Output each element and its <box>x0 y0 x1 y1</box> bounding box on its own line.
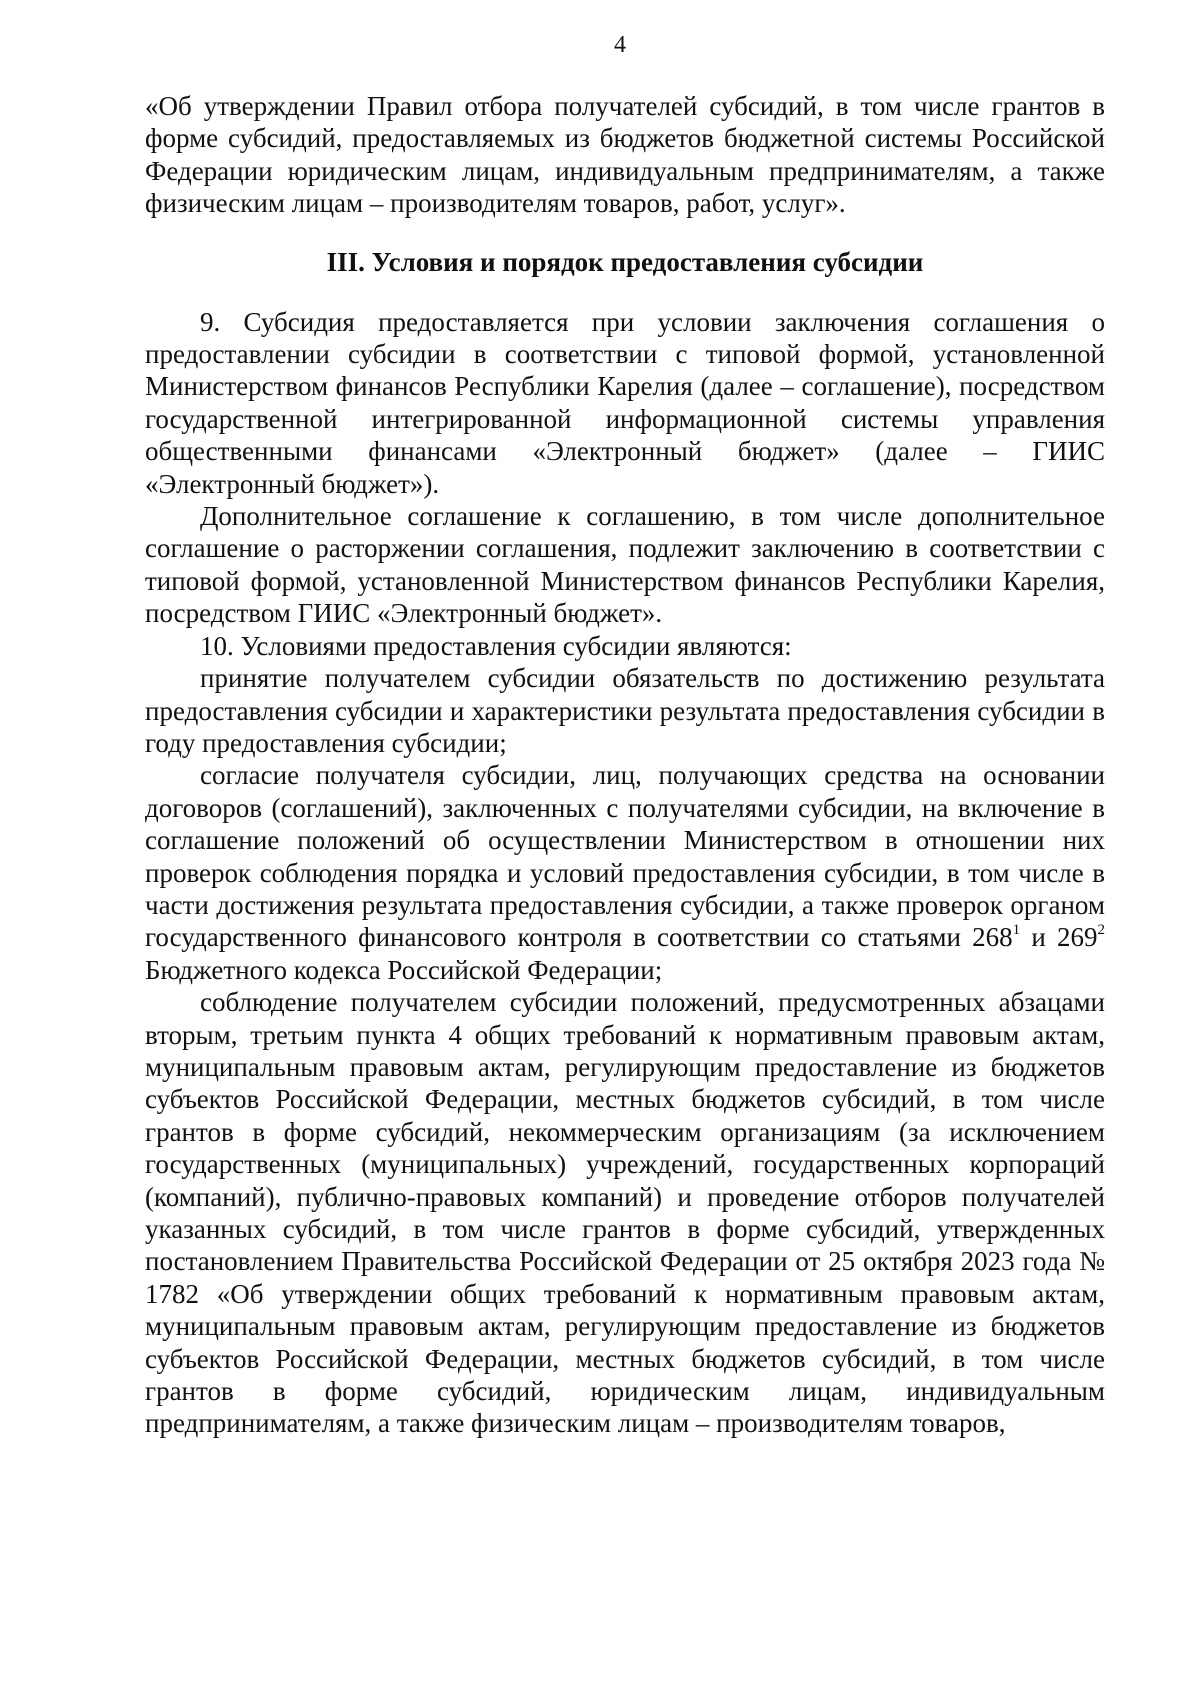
paragraph-additional-agreement: Дополнительное соглашение к соглашению, в том числе дополнительное соглашение о расторжении соглашения, подлежит заключению в соответствии с типовой формой, установленной Министерством финансов Республики Карелия, посредством ГИИС «Электронный бюджет». <box>145 501 1105 629</box>
paragraph-compliance: соблюдение получателем субсидии положений, предусмотренных абзацами вторым, третьим пункта 4 общих требований к нормативным правовым актам, муниципальным правовым актам, регулирующим предоставление из бюджетов субъектов Российской Федерации, местных бюджетов субсидий, в том числе грантов в форме субсидий, некоммерческим организациям (за исключением государственных (муниципальных) учреждений, государственных корпораций (компаний), публично-правовых компаний) и проведение отборов получателей указанных субсидий, в том числе грантов в форме субсидий, утвержденных постановлением Правительства Российской Федерации от 25 октября 2023 года № 1782 «Об утверждении общих требований к нормативным правовым актам, муниципальным правовым актам, регулирующим предоставление из бюджетов субъектов Российской Федерации, местных бюджетов субсидий, в том числе грантов в форме субсидий, юридическим лицам, индивидуальным предпринимателям, а также физическим лицам – производителям товаров, <box>145 987 1105 1439</box>
document-body <box>145 90 1105 1440</box>
paragraph-consent <box>145 759 1105 986</box>
page-number: 4 <box>614 32 626 58</box>
consent-text-part3: Бюджетного кодекса Российской Федерации; <box>145 954 663 985</box>
intro-paragraph: «Об утверждении Правил отбора получателей субсидий, в том числе грантов в форме субсидий, предоставляемых из бюджетов бюджетной системы Российской Федерации юридическим лицам, индивидуальным предпринимателям, а также физическим лицам – производителям товаров, работ, услуг». <box>145 91 1105 219</box>
paragraph-9: 9. Субсидия предоставляется при условии заключения соглашения о предоставлении субсидии в соответствии с типовой формой, установленной Министерством финансов Республики Карелия (далее – соглашение), посредством государственной интегрированной информационной системы управления общественными финансами «Электронный бюджет» (далее – ГИИС «Электронный бюджет»). <box>145 306 1105 499</box>
superscript-article-269: 2 <box>1097 922 1105 939</box>
paragraph-10: 10. Условиями предоставления субсидии являются: <box>200 630 792 661</box>
paragraph-acceptance: принятие получателем субсидии обязательств по достижению результата предоставления субсидии и характеристики результата предоставления субсидии в году предоставления субсидии; <box>145 663 1105 758</box>
consent-text-part2: и 269 <box>1020 922 1098 953</box>
consent-text-part1: согласие получателя субсидии, лиц, получающих средства на основании договоров (соглашений), заключенных с получателями субсидии, на включение в соглашение положений об осуществлении Министерством в отношении них проверок соблюдения порядка и условий предоставления субсидии, в том числе в части достижения результата предоставления субсидии, а также проверок органом государственного финансового контроля в соответствии со статьями 268 <box>145 760 1105 953</box>
superscript-article-268: 1 <box>1012 922 1021 939</box>
section-heading: III. Условия и порядок предоставления субсидии <box>326 246 924 277</box>
